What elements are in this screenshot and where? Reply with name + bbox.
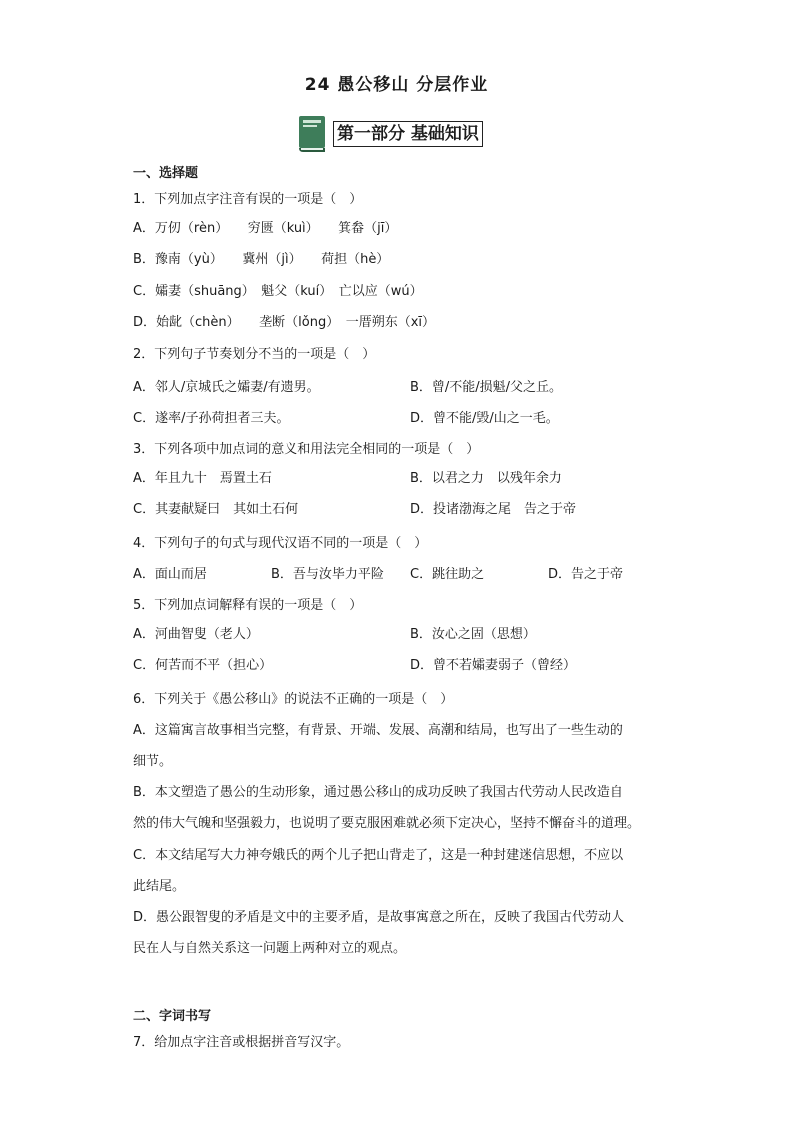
text-line-q1d: D．始龀（chèn） 垄断（lǒng） 一厝朔东（xī） <box>133 315 435 330</box>
text-line-q4b: B．吾与汝毕力平险 <box>271 567 384 582</box>
banner-title: 第一部分 基础知识 <box>333 121 483 147</box>
text-line-q6d1: D．愚公跟智叟的矛盾是文中的主要矛盾，是故事寓意之所在，反映了我国古代劳动人 <box>133 910 625 925</box>
text-line-q2: 2．下列句子节奏划分不当的一项是（ ） <box>133 347 376 362</box>
book-icon <box>297 114 331 154</box>
text-line-q4c: C．跳往助之 <box>410 567 485 582</box>
text-line-q4d: D．告之于帝 <box>548 567 624 582</box>
text-line-sec2: 二、字词书写 <box>133 1009 212 1024</box>
text-line-q5d: D．曾不若孀妻弱子（曾经） <box>410 658 577 673</box>
text-line-q1b: B．豫南（yù） 冀州（jì） 荷担（hè） <box>133 252 390 267</box>
text-line-q6b1: B．本文塑造了愚公的生动形象，通过愚公移山的成功反映了我国古代劳动人民改造自 <box>133 785 623 800</box>
text-line-q2c: C．遂率/子孙荷担者三夫。 <box>133 411 290 426</box>
text-line-q6c1: C．本文结尾写大力神夸娥氏的两个儿子把山背走了，这是一种封建迷信思想，不应以 <box>133 848 624 863</box>
text-line-sec1: 一、选择题 <box>133 166 199 181</box>
text-line-q2a: A．邻人/京城氏之孀妻/有遗男。 <box>133 380 320 395</box>
text-line-q2b: B．曾/不能/损魁/父之丘。 <box>410 380 563 395</box>
page-title: 24 愚公移山 分层作业 <box>304 75 489 95</box>
text-line-q3c: C．其妻献疑曰 其如土石何 <box>133 502 299 517</box>
text-line-q2d: D．曾不能/毁/山之一毛。 <box>410 411 559 426</box>
text-line-q4a: A．面山而居 <box>133 567 207 582</box>
text-line-q5c: C．何苦而不平（担心） <box>133 658 273 673</box>
text-line-q3: 3．下列各项中加点词的意义和用法完全相同的一项是（ ） <box>133 442 480 457</box>
text-line-q1: 1．下列加点字注音有误的一项是（ ） <box>133 192 363 207</box>
text-line-q6a2: 细节。 <box>133 754 173 769</box>
text-line-q3a: A．年且九十 焉置土石 <box>133 471 272 486</box>
text-line-q7: 7．给加点字注音或根据拼音写汉字。 <box>133 1035 350 1050</box>
text-line-q5: 5．下列加点词解释有误的一项是（ ） <box>133 598 363 613</box>
text-line-q3b: B．以君之力 以残年余力 <box>410 471 562 486</box>
text-line-q6a1: A．这篇寓言故事相当完整，有背景、开端、发展、高潮和结局，也写出了一些生动的 <box>133 723 623 738</box>
text-line-q4: 4．下列句子的句式与现代汉语不同的一项是（ ） <box>133 536 428 551</box>
text-line-q5a: A．河曲智叟（老人） <box>133 627 259 642</box>
text-line-q1a: A．万仞（rèn） 穷匮（kuì） 箕畚（jī） <box>133 221 398 236</box>
text-line-q1c: C．孀妻（shuāng） 魁父（kuí） 亡以应（wú） <box>133 284 423 299</box>
text-line-q6c2: 此结尾。 <box>133 879 186 894</box>
text-line-q6: 6．下列关于《愚公移山》的说法不正确的一项是（ ） <box>133 692 454 707</box>
text-line-q6d2: 民在人与自然关系这一问题上两种对立的观点。 <box>133 941 407 956</box>
text-line-q5b: B．汝心之固（思想） <box>410 627 536 642</box>
text-line-q6b2: 然的伟大气魄和坚强毅力，也说明了要克服困难就必须下定决心，坚持不懈奋斗的道理。 <box>133 816 641 831</box>
text-line-q3d: D．投诸渤海之尾 告之于帝 <box>410 502 577 517</box>
section-banner <box>297 114 483 154</box>
